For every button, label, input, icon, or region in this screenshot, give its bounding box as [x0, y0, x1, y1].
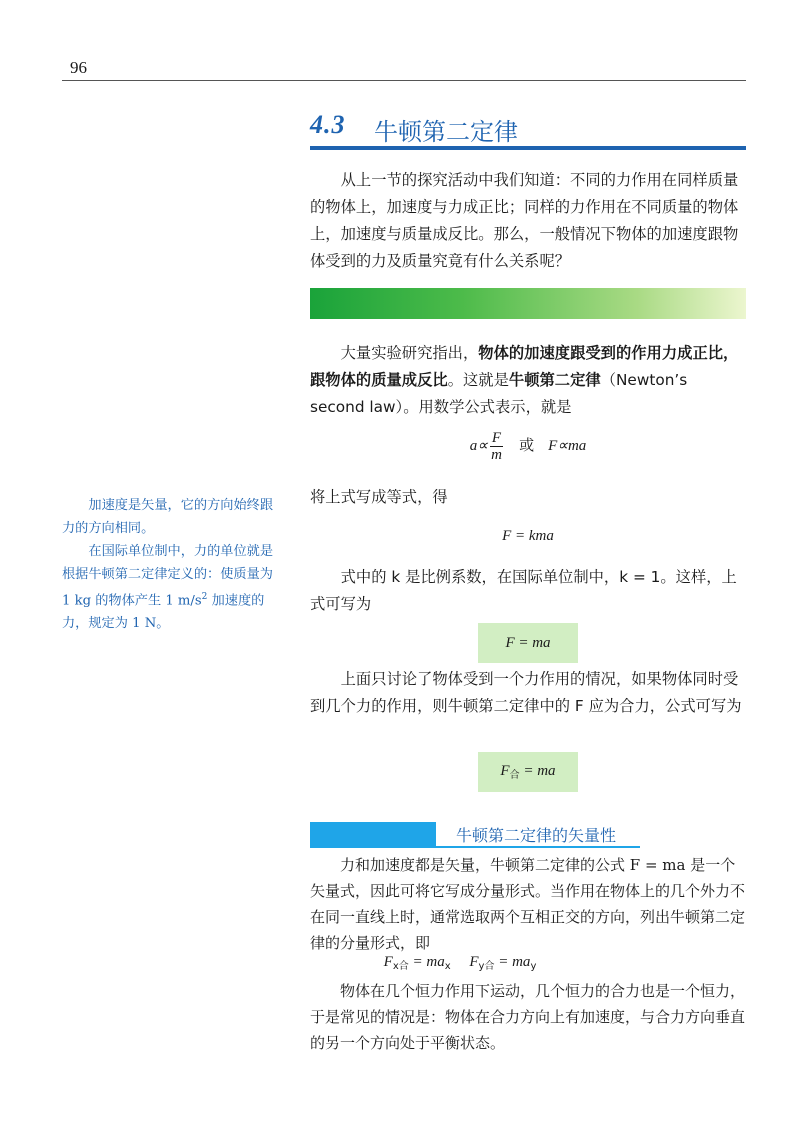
section-number: 4.3 [310, 110, 346, 139]
intro-paragraph: 从上一节的探究活动中我们知道：不同的力作用在同样质量的物体上，加速度与力成正比；同样的力作用在不同质量的物体上，加速度与质量成反比。那么，一般情况下物体的加速度跟物体受到的力及质量究竟有什么关系呢？ [310, 171, 739, 270]
sidebar-note [62, 494, 276, 635]
formula-a: a [469, 437, 478, 454]
proportionality-formula [310, 430, 746, 463]
or-word: 或 [519, 435, 535, 454]
page-number: 96 [70, 58, 87, 77]
sidebar-note-unit: 在国际单位制中，力的单位就是根据牛顿第二定律定义的：使质量为 1 kg 的物体产生 1 $m/s^2$ 加速度的力，规定为 1 N。 [62, 544, 274, 632]
law-middle-text: 。这就是 [447, 371, 509, 389]
section-rule [310, 146, 746, 150]
constant-forces-paragraph: 物体在几个恒力作用下运动，几个恒力的合力也是一个恒力，于是常见的情况是：物体在合力方向上有加速度，与合力方向垂直的另一个方向处于平衡状态。 [310, 982, 746, 1052]
section-header [310, 110, 746, 150]
formula-box-net-force [478, 752, 578, 792]
component-formulas [310, 954, 610, 972]
fraction-f-over-m [490, 430, 503, 463]
law-statement-paragraph [310, 340, 746, 421]
formula-net-force: $F_合$ = ma [500, 763, 556, 781]
formula-y-component: $F_{y合} = ma_y$ [469, 954, 537, 972]
law-name: 牛顿第二定律 [508, 371, 601, 389]
formula-f-kma: F = kma [502, 528, 554, 544]
equation-intro-text: 将上式写成等式，得 [310, 488, 448, 506]
top-rule [62, 80, 746, 81]
subsection-header [310, 822, 746, 848]
multiple-forces-paragraph: 上面只讨论了物体受到一个力作用的情况，如果物体同时受到几个力的作用，则牛顿第二定律中的 F 应为合力，公式可写为 [310, 670, 742, 715]
sidebar-note-acceleration: 加速度是矢量，它的方向始终跟力的方向相同。 [62, 498, 274, 536]
law-tail-text: （Newton’s second law）。用数学公式表示，就是 [310, 371, 688, 416]
subsection-underline [436, 846, 640, 848]
formula-f-ma: F = ma [505, 634, 551, 651]
law-lead-text: 大量实验研究指出， [340, 344, 479, 362]
subsection-color-band [310, 822, 436, 848]
k-coefficient-paragraph: 式中的 k 是比例系数，在国际单位制中，k = 1。这样，上式可写为 [310, 568, 737, 613]
subsection-title: 牛顿第二定律的矢量性 [456, 826, 617, 845]
section-title: 牛顿第二定律 [374, 118, 518, 146]
law-bold-statement: 物体的加速度跟受到的作用力成正比，跟物体的质量成反比 [310, 344, 739, 389]
formula-f-prop-ma: F∝ma [548, 437, 587, 454]
fraction-numerator: F [491, 430, 502, 446]
vector-nature-paragraph: 力和加速度都是矢量，牛顿第二定律的公式 F = ma 是一个矢量式，因此可将它写成分量形式。当作用在物体上的几个外力不在同一直线上时，通常选取两个互相正交的方向，列出牛顿第二定律的分量形式，即 [310, 856, 746, 952]
formula-x-component: $F_{x合} = ma_x$ [383, 954, 451, 972]
decorative-green-bar [310, 288, 746, 319]
formula-box-f-ma [478, 623, 578, 663]
fraction-denominator: m [491, 447, 502, 463]
proportional-symbol: ∝ [477, 437, 488, 454]
